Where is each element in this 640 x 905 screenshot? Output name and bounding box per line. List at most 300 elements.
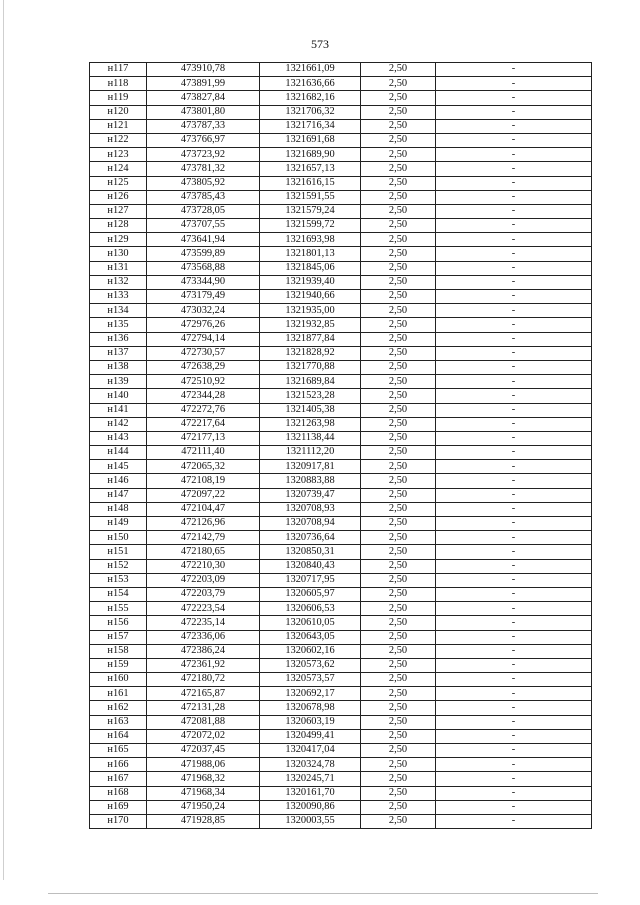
table-row	[90, 77, 592, 91]
point-id-cell: н128	[90, 219, 147, 233]
point-id-cell: н155	[90, 602, 147, 616]
note-cell: -	[436, 644, 592, 658]
table-row	[90, 545, 592, 559]
x-coordinate-cell: 473641,94	[147, 233, 260, 247]
note-cell: -	[436, 488, 592, 502]
x-coordinate-cell: 472131,28	[147, 701, 260, 715]
accuracy-cell: 2,50	[361, 715, 436, 729]
note-cell: -	[436, 247, 592, 261]
point-id-cell: н136	[90, 332, 147, 346]
x-coordinate-cell: 473707,55	[147, 219, 260, 233]
note-cell: -	[436, 715, 592, 729]
x-coordinate-cell: 472510,92	[147, 375, 260, 389]
table-row	[90, 304, 592, 318]
accuracy-cell: 2,50	[361, 474, 436, 488]
scan-left-edge	[3, 0, 4, 880]
point-id-cell: н150	[90, 531, 147, 545]
accuracy-cell: 2,50	[361, 602, 436, 616]
y-coordinate-cell: 1320603,19	[260, 715, 361, 729]
accuracy-cell: 2,50	[361, 119, 436, 133]
accuracy-cell: 2,50	[361, 247, 436, 261]
accuracy-cell: 2,50	[361, 162, 436, 176]
table-row	[90, 176, 592, 190]
page-number: 573	[311, 37, 329, 51]
table-row	[90, 119, 592, 133]
y-coordinate-cell: 1320717,95	[260, 573, 361, 587]
table-row	[90, 290, 592, 304]
point-id-cell: н121	[90, 119, 147, 133]
x-coordinate-cell: 472210,30	[147, 559, 260, 573]
x-coordinate-cell: 472180,72	[147, 673, 260, 687]
point-id-cell: н169	[90, 800, 147, 814]
x-coordinate-cell: 473827,84	[147, 91, 260, 105]
table-row	[90, 502, 592, 516]
point-id-cell: н122	[90, 133, 147, 147]
table-row	[90, 758, 592, 772]
y-coordinate-cell: 1321689,90	[260, 148, 361, 162]
accuracy-cell: 2,50	[361, 673, 436, 687]
y-coordinate-cell: 1321935,00	[260, 304, 361, 318]
table-row	[90, 105, 592, 119]
note-cell: -	[436, 602, 592, 616]
x-coordinate-cell: 472165,87	[147, 687, 260, 701]
accuracy-cell: 2,50	[361, 502, 436, 516]
y-coordinate-cell: 1320573,57	[260, 673, 361, 687]
x-coordinate-cell: 472126,96	[147, 517, 260, 531]
accuracy-cell: 2,50	[361, 587, 436, 601]
note-cell: -	[436, 616, 592, 630]
y-coordinate-cell: 1321940,66	[260, 290, 361, 304]
point-id-cell: н156	[90, 616, 147, 630]
accuracy-cell: 2,50	[361, 758, 436, 772]
x-coordinate-cell: 471968,32	[147, 772, 260, 786]
coordinates-table-body	[90, 63, 592, 829]
accuracy-cell: 2,50	[361, 729, 436, 743]
table-row	[90, 375, 592, 389]
y-coordinate-cell: 1321657,13	[260, 162, 361, 176]
note-cell: -	[436, 559, 592, 573]
point-id-cell: н127	[90, 204, 147, 218]
accuracy-cell: 2,50	[361, 204, 436, 218]
y-coordinate-cell: 1320161,70	[260, 786, 361, 800]
note-cell: -	[436, 261, 592, 275]
table-row	[90, 346, 592, 360]
x-coordinate-cell: 471968,34	[147, 786, 260, 800]
note-cell: -	[436, 800, 592, 814]
point-id-cell: н152	[90, 559, 147, 573]
y-coordinate-cell: 1321932,85	[260, 318, 361, 332]
x-coordinate-cell: 473766,97	[147, 133, 260, 147]
y-coordinate-cell: 1321591,55	[260, 190, 361, 204]
note-cell: -	[436, 531, 592, 545]
point-id-cell: н142	[90, 417, 147, 431]
y-coordinate-cell: 1320606,53	[260, 602, 361, 616]
x-coordinate-cell: 473568,88	[147, 261, 260, 275]
x-coordinate-cell: 472344,28	[147, 389, 260, 403]
table-row	[90, 488, 592, 502]
x-coordinate-cell: 473910,78	[147, 63, 260, 77]
y-coordinate-cell: 1320417,04	[260, 744, 361, 758]
note-cell: -	[436, 673, 592, 687]
y-coordinate-cell: 1320840,43	[260, 559, 361, 573]
note-cell: -	[436, 204, 592, 218]
x-coordinate-cell: 473785,43	[147, 190, 260, 204]
table-row	[90, 701, 592, 715]
accuracy-cell: 2,50	[361, 658, 436, 672]
accuracy-cell: 2,50	[361, 332, 436, 346]
point-id-cell: н124	[90, 162, 147, 176]
x-coordinate-cell: 472203,09	[147, 573, 260, 587]
y-coordinate-cell: 1320324,78	[260, 758, 361, 772]
scan-bottom-edge	[48, 893, 598, 894]
y-coordinate-cell: 1320610,05	[260, 616, 361, 630]
table-row	[90, 162, 592, 176]
note-cell: -	[436, 417, 592, 431]
table-row	[90, 474, 592, 488]
x-coordinate-cell: 472217,64	[147, 417, 260, 431]
table-row	[90, 531, 592, 545]
x-coordinate-cell: 473179,49	[147, 290, 260, 304]
point-id-cell: н170	[90, 814, 147, 828]
y-coordinate-cell: 1321706,32	[260, 105, 361, 119]
x-coordinate-cell: 473599,89	[147, 247, 260, 261]
note-cell: -	[436, 190, 592, 204]
y-coordinate-cell: 1321616,15	[260, 176, 361, 190]
x-coordinate-cell: 472223,54	[147, 602, 260, 616]
table-row	[90, 417, 592, 431]
note-cell: -	[436, 772, 592, 786]
point-id-cell: н149	[90, 517, 147, 531]
y-coordinate-cell: 1320245,71	[260, 772, 361, 786]
x-coordinate-cell: 472730,57	[147, 346, 260, 360]
note-cell: -	[436, 360, 592, 374]
point-id-cell: н163	[90, 715, 147, 729]
note-cell: -	[436, 403, 592, 417]
note-cell: -	[436, 63, 592, 77]
x-coordinate-cell: 473891,99	[147, 77, 260, 91]
y-coordinate-cell: 1320917,81	[260, 460, 361, 474]
x-coordinate-cell: 472794,14	[147, 332, 260, 346]
point-id-cell: н153	[90, 573, 147, 587]
x-coordinate-cell: 472097,22	[147, 488, 260, 502]
table-row	[90, 332, 592, 346]
x-coordinate-cell: 472037,45	[147, 744, 260, 758]
y-coordinate-cell: 1321523,28	[260, 389, 361, 403]
x-coordinate-cell: 473805,92	[147, 176, 260, 190]
note-cell: -	[436, 318, 592, 332]
accuracy-cell: 2,50	[361, 772, 436, 786]
note-cell: -	[436, 389, 592, 403]
accuracy-cell: 2,50	[361, 105, 436, 119]
point-id-cell: н166	[90, 758, 147, 772]
accuracy-cell: 2,50	[361, 176, 436, 190]
note-cell: -	[436, 133, 592, 147]
accuracy-cell: 2,50	[361, 531, 436, 545]
y-coordinate-cell: 1320499,41	[260, 729, 361, 743]
x-coordinate-cell: 473032,24	[147, 304, 260, 318]
note-cell: -	[436, 375, 592, 389]
accuracy-cell: 2,50	[361, 63, 436, 77]
point-id-cell: н168	[90, 786, 147, 800]
y-coordinate-cell: 1320003,55	[260, 814, 361, 828]
y-coordinate-cell: 1321689,84	[260, 375, 361, 389]
x-coordinate-cell: 472203,79	[147, 587, 260, 601]
table-row	[90, 814, 592, 828]
y-coordinate-cell: 1320736,64	[260, 531, 361, 545]
point-id-cell: н164	[90, 729, 147, 743]
y-coordinate-cell: 1321877,84	[260, 332, 361, 346]
table-row	[90, 389, 592, 403]
point-id-cell: н126	[90, 190, 147, 204]
table-row	[90, 616, 592, 630]
accuracy-cell: 2,50	[361, 148, 436, 162]
accuracy-cell: 2,50	[361, 133, 436, 147]
note-cell: -	[436, 105, 592, 119]
y-coordinate-cell: 1320692,17	[260, 687, 361, 701]
point-id-cell: н123	[90, 148, 147, 162]
accuracy-cell: 2,50	[361, 559, 436, 573]
accuracy-cell: 2,50	[361, 460, 436, 474]
note-cell: -	[436, 431, 592, 445]
table-row	[90, 91, 592, 105]
x-coordinate-cell: 473781,32	[147, 162, 260, 176]
x-coordinate-cell: 472336,06	[147, 630, 260, 644]
note-cell: -	[436, 332, 592, 346]
table-row	[90, 630, 592, 644]
y-coordinate-cell: 1321138,44	[260, 431, 361, 445]
point-id-cell: н143	[90, 431, 147, 445]
accuracy-cell: 2,50	[361, 77, 436, 91]
note-cell: -	[436, 729, 592, 743]
table-row	[90, 744, 592, 758]
accuracy-cell: 2,50	[361, 190, 436, 204]
point-id-cell: н131	[90, 261, 147, 275]
accuracy-cell: 2,50	[361, 290, 436, 304]
note-cell: -	[436, 346, 592, 360]
table-row	[90, 233, 592, 247]
note-cell: -	[436, 233, 592, 247]
y-coordinate-cell: 1321579,24	[260, 204, 361, 218]
point-id-cell: н145	[90, 460, 147, 474]
point-id-cell: н135	[90, 318, 147, 332]
point-id-cell: н146	[90, 474, 147, 488]
note-cell: -	[436, 304, 592, 318]
table-row	[90, 360, 592, 374]
table-row	[90, 148, 592, 162]
x-coordinate-cell: 472180,65	[147, 545, 260, 559]
x-coordinate-cell: 472177,13	[147, 431, 260, 445]
accuracy-cell: 2,50	[361, 701, 436, 715]
note-cell: -	[436, 474, 592, 488]
point-id-cell: н137	[90, 346, 147, 360]
table-row	[90, 204, 592, 218]
y-coordinate-cell: 1320739,47	[260, 488, 361, 502]
note-cell: -	[436, 148, 592, 162]
table-row	[90, 318, 592, 332]
note-cell: -	[436, 162, 592, 176]
y-coordinate-cell: 1320708,94	[260, 517, 361, 531]
y-coordinate-cell: 1321828,92	[260, 346, 361, 360]
y-coordinate-cell: 1320643,05	[260, 630, 361, 644]
note-cell: -	[436, 502, 592, 516]
x-coordinate-cell: 472111,40	[147, 446, 260, 460]
x-coordinate-cell: 472235,14	[147, 616, 260, 630]
accuracy-cell: 2,50	[361, 431, 436, 445]
x-coordinate-cell: 472361,92	[147, 658, 260, 672]
note-cell: -	[436, 460, 592, 474]
point-id-cell: н134	[90, 304, 147, 318]
point-id-cell: н141	[90, 403, 147, 417]
note-cell: -	[436, 701, 592, 715]
y-coordinate-cell: 1321770,88	[260, 360, 361, 374]
table-row	[90, 559, 592, 573]
table-row	[90, 460, 592, 474]
y-coordinate-cell: 1321845,06	[260, 261, 361, 275]
table-row	[90, 687, 592, 701]
point-id-cell: н162	[90, 701, 147, 715]
y-coordinate-cell: 1320678,98	[260, 701, 361, 715]
table-row	[90, 446, 592, 460]
note-cell: -	[436, 587, 592, 601]
note-cell: -	[436, 517, 592, 531]
x-coordinate-cell: 473728,05	[147, 204, 260, 218]
note-cell: -	[436, 786, 592, 800]
y-coordinate-cell: 1321112,20	[260, 446, 361, 460]
accuracy-cell: 2,50	[361, 573, 436, 587]
accuracy-cell: 2,50	[361, 275, 436, 289]
table-row	[90, 247, 592, 261]
point-id-cell: н165	[90, 744, 147, 758]
note-cell: -	[436, 290, 592, 304]
point-id-cell: н140	[90, 389, 147, 403]
accuracy-cell: 2,50	[361, 517, 436, 531]
accuracy-cell: 2,50	[361, 630, 436, 644]
y-coordinate-cell: 1321636,66	[260, 77, 361, 91]
accuracy-cell: 2,50	[361, 375, 436, 389]
note-cell: -	[436, 758, 592, 772]
table-row	[90, 219, 592, 233]
y-coordinate-cell: 1320602,16	[260, 644, 361, 658]
y-coordinate-cell: 1320090,86	[260, 800, 361, 814]
point-id-cell: н118	[90, 77, 147, 91]
point-id-cell: н120	[90, 105, 147, 119]
note-cell: -	[436, 687, 592, 701]
point-id-cell: н130	[90, 247, 147, 261]
x-coordinate-cell: 472976,26	[147, 318, 260, 332]
y-coordinate-cell: 1320573,62	[260, 658, 361, 672]
point-id-cell: н119	[90, 91, 147, 105]
note-cell: -	[436, 630, 592, 644]
x-coordinate-cell: 472272,76	[147, 403, 260, 417]
point-id-cell: н167	[90, 772, 147, 786]
x-coordinate-cell: 472065,32	[147, 460, 260, 474]
accuracy-cell: 2,50	[361, 304, 436, 318]
table-row	[90, 573, 592, 587]
point-id-cell: н154	[90, 587, 147, 601]
accuracy-cell: 2,50	[361, 545, 436, 559]
table-row	[90, 602, 592, 616]
table-row	[90, 587, 592, 601]
y-coordinate-cell: 1321682,16	[260, 91, 361, 105]
y-coordinate-cell: 1321599,72	[260, 219, 361, 233]
y-coordinate-cell: 1320850,31	[260, 545, 361, 559]
note-cell: -	[436, 91, 592, 105]
y-coordinate-cell: 1321691,68	[260, 133, 361, 147]
table-row	[90, 644, 592, 658]
accuracy-cell: 2,50	[361, 403, 436, 417]
accuracy-cell: 2,50	[361, 91, 436, 105]
y-coordinate-cell: 1321801,13	[260, 247, 361, 261]
point-id-cell: н144	[90, 446, 147, 460]
note-cell: -	[436, 446, 592, 460]
accuracy-cell: 2,50	[361, 360, 436, 374]
accuracy-cell: 2,50	[361, 261, 436, 275]
table-row	[90, 786, 592, 800]
point-id-cell: н138	[90, 360, 147, 374]
table-row	[90, 729, 592, 743]
y-coordinate-cell: 1320605,97	[260, 587, 361, 601]
point-id-cell: н158	[90, 644, 147, 658]
x-coordinate-cell: 473801,80	[147, 105, 260, 119]
point-id-cell: н125	[90, 176, 147, 190]
point-id-cell: н161	[90, 687, 147, 701]
accuracy-cell: 2,50	[361, 446, 436, 460]
note-cell: -	[436, 119, 592, 133]
note-cell: -	[436, 219, 592, 233]
accuracy-cell: 2,50	[361, 644, 436, 658]
note-cell: -	[436, 658, 592, 672]
accuracy-cell: 2,50	[361, 786, 436, 800]
y-coordinate-cell: 1321939,40	[260, 275, 361, 289]
y-coordinate-cell: 1321263,98	[260, 417, 361, 431]
y-coordinate-cell: 1321693,98	[260, 233, 361, 247]
table-row	[90, 63, 592, 77]
table-row	[90, 715, 592, 729]
x-coordinate-cell: 471928,85	[147, 814, 260, 828]
point-id-cell: н133	[90, 290, 147, 304]
x-coordinate-cell: 472072,02	[147, 729, 260, 743]
table-row	[90, 190, 592, 204]
coordinates-table	[89, 62, 592, 829]
table-row	[90, 275, 592, 289]
point-id-cell: н157	[90, 630, 147, 644]
table-row	[90, 261, 592, 275]
accuracy-cell: 2,50	[361, 219, 436, 233]
table-row	[90, 431, 592, 445]
x-coordinate-cell: 471950,24	[147, 800, 260, 814]
x-coordinate-cell: 472108,19	[147, 474, 260, 488]
y-coordinate-cell: 1320883,88	[260, 474, 361, 488]
point-id-cell: н147	[90, 488, 147, 502]
point-id-cell: н160	[90, 673, 147, 687]
x-coordinate-cell: 473723,92	[147, 148, 260, 162]
note-cell: -	[436, 275, 592, 289]
accuracy-cell: 2,50	[361, 417, 436, 431]
accuracy-cell: 2,50	[361, 318, 436, 332]
accuracy-cell: 2,50	[361, 800, 436, 814]
x-coordinate-cell: 472638,29	[147, 360, 260, 374]
note-cell: -	[436, 573, 592, 587]
table-row	[90, 658, 592, 672]
note-cell: -	[436, 744, 592, 758]
note-cell: -	[436, 176, 592, 190]
table-row	[90, 800, 592, 814]
table-row	[90, 403, 592, 417]
point-id-cell: н132	[90, 275, 147, 289]
table-row	[90, 517, 592, 531]
note-cell: -	[436, 77, 592, 91]
y-coordinate-cell: 1320708,93	[260, 502, 361, 516]
